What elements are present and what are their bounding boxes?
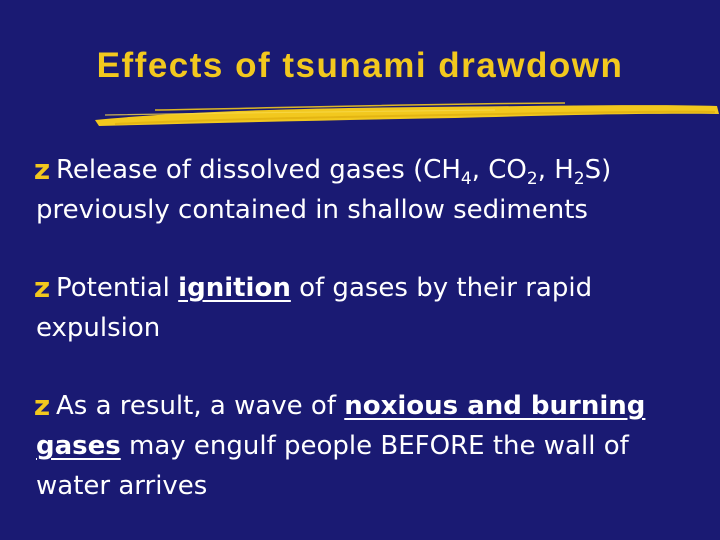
- bullet-text: of gases by their rapid: [290, 273, 593, 303]
- bullet-text: Release of dissolved gases (CH: [56, 155, 461, 185]
- bullet-marker-icon: z: [33, 389, 51, 422]
- bullet-text: , H: [537, 155, 574, 185]
- bullet-line: [36, 386, 702, 426]
- bullet-text: Potential: [56, 273, 179, 303]
- emphasis-text: noxious and burning: [344, 391, 646, 421]
- bullet-item-noxious-wave: [32, 386, 702, 506]
- bullet-text: , CO: [471, 155, 527, 185]
- bullet-item-ignition: [32, 268, 702, 348]
- bullet-list: [32, 150, 702, 506]
- subscript: 4: [460, 169, 472, 189]
- bullet-line: [36, 150, 702, 190]
- emphasis-text: ignition: [178, 273, 291, 303]
- bullet-text: As a result, a wave of: [56, 391, 345, 421]
- bullet-marker-icon: z: [33, 271, 51, 304]
- subscript: 2: [573, 169, 585, 189]
- bullet-text: may engulf people BEFORE the wall of: [120, 431, 629, 461]
- bullet-text: expulsion: [36, 313, 161, 343]
- title-underline-brushstroke: [95, 98, 720, 130]
- bullet-text: previously contained in shallow sediments: [36, 195, 588, 225]
- bullet-item-dissolved-gases: [32, 150, 702, 230]
- bullet-line: [36, 268, 702, 308]
- bullet-text: water arrives: [36, 471, 208, 501]
- slide-title: Effects of tsunami drawdown: [96, 46, 624, 85]
- emphasis-text: gases: [36, 431, 121, 461]
- bullet-line: [36, 426, 702, 466]
- bullet-text: S): [584, 155, 612, 185]
- subscript: 2: [526, 169, 538, 189]
- bullet-marker-icon: z: [33, 153, 51, 186]
